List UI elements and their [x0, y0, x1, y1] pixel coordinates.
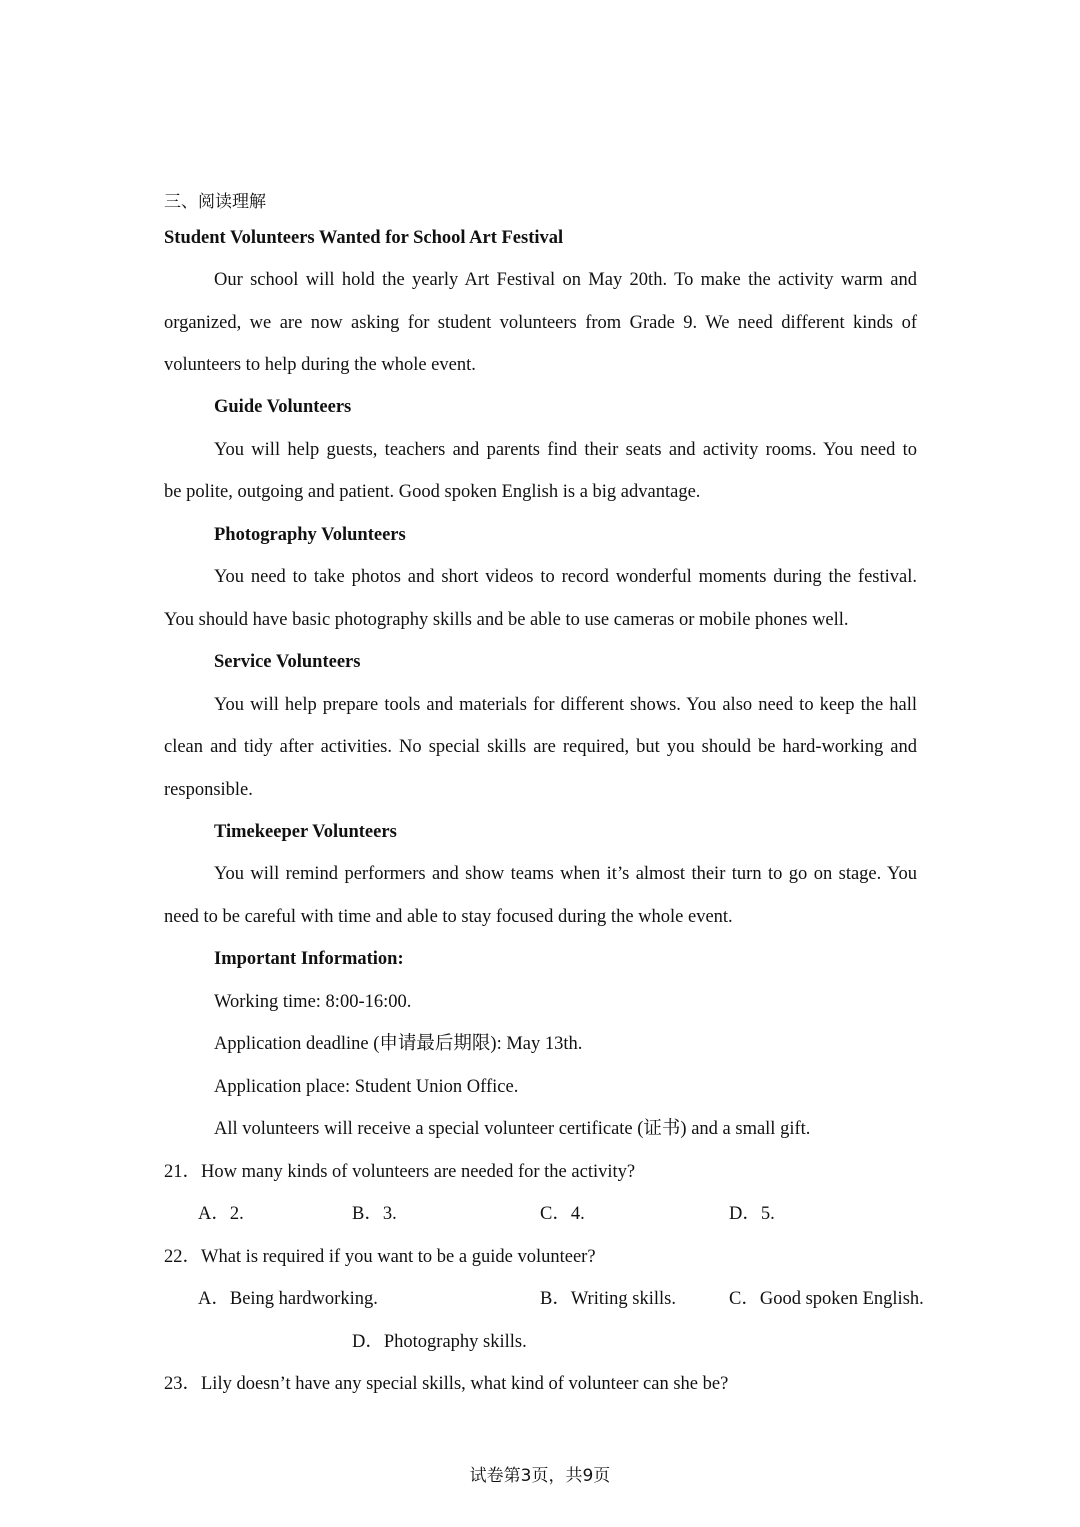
timekeeper-line-2: need to be careful with time and able to stay focused during the whole event.: [164, 907, 733, 927]
intro-line-2: organized, we are now asking for student volunteers from Grade 9. We need different kinds of: [164, 313, 917, 333]
question-21-option-d[interactable]: D．5.: [729, 1204, 775, 1224]
question-22-option-d[interactable]: D．Photography skills.: [352, 1332, 527, 1352]
article-title: Student Volunteers Wanted for School Art Festival: [164, 228, 564, 248]
important-item: Application place: Student Union Office.: [214, 1077, 519, 1097]
question-22-option-b[interactable]: B．Writing skills.: [540, 1289, 676, 1309]
section-heading: 三、阅读理解: [164, 192, 266, 212]
photography-heading: Photography Volunteers: [214, 525, 406, 545]
important-item: Application deadline (申请最后期限): May 13th.: [214, 1034, 583, 1054]
question-22-option-c[interactable]: C．Good spoken English.: [729, 1289, 924, 1309]
question-21-option-c[interactable]: C．4.: [540, 1204, 585, 1224]
photography-line-1: You need to take photos and short videos to record wonderful moments during the festival.: [214, 567, 917, 587]
important-heading: Important Information:: [214, 949, 404, 969]
page-footer: 试卷第3页，共9页: [469, 1466, 611, 1486]
question-23-stem: 23．Lily doesn’t have any special skills, what kind of volunteer can she be?: [164, 1374, 729, 1394]
important-item: All volunteers will receive a special volunteer certificate (证书) and a small gift.: [214, 1119, 811, 1139]
service-line-1: You will help prepare tools and materials for different shows. You also need to keep the hall: [214, 695, 917, 715]
question-21-option-a[interactable]: A．2.: [198, 1204, 244, 1224]
service-heading: Service Volunteers: [214, 652, 361, 672]
photography-line-2: You should have basic photography skills and be able to use cameras or mobile phones well.: [164, 610, 849, 630]
intro-line-1: Our school will hold the yearly Art Festival on May 20th. To make the activity warm and: [214, 270, 917, 290]
important-item: Working time: 8:00-16:00.: [214, 992, 412, 1012]
service-line-2: clean and tidy after activities. No special skills are required, but you should be hard-working and: [164, 737, 917, 757]
guide-line-1: You will help guests, teachers and parents find their seats and activity rooms. You need to: [214, 440, 917, 460]
timekeeper-heading: Timekeeper Volunteers: [214, 822, 397, 842]
service-line-3: responsible.: [164, 780, 253, 800]
question-21-option-b[interactable]: B．3.: [352, 1204, 397, 1224]
guide-line-2: be polite, outgoing and patient. Good spoken English is a big advantage.: [164, 482, 701, 502]
question-21-stem: 21．How many kinds of volunteers are needed for the activity?: [164, 1162, 636, 1182]
question-22-option-a[interactable]: A．Being hardworking.: [198, 1289, 378, 1309]
timekeeper-line-1: You will remind performers and show teams when it’s almost their turn to go on stage. You: [214, 864, 917, 884]
question-22-stem: 22．What is required if you want to be a guide volunteer?: [164, 1247, 596, 1267]
intro-line-3: volunteers to help during the whole event.: [164, 355, 476, 375]
guide-heading: Guide Volunteers: [214, 397, 352, 417]
